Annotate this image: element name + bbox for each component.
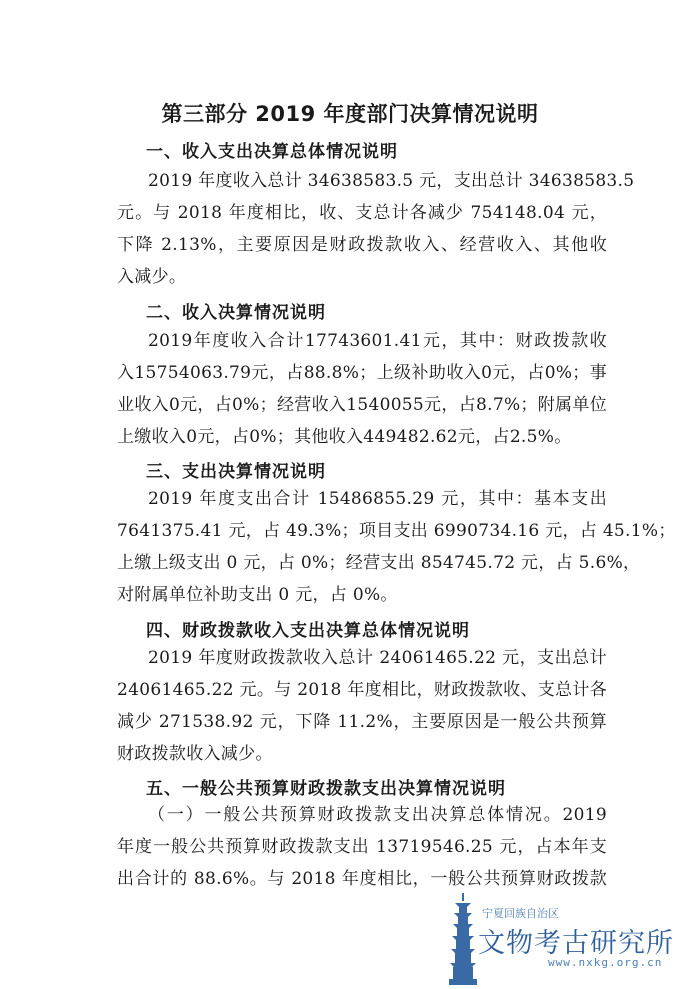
section-1-line-4: 入减少。 bbox=[117, 267, 187, 287]
section-1-heading: 一、收入支出决算总体情况说明 bbox=[146, 142, 398, 162]
section-4-line-1: 2019 年度财政拨款收入总计 24061465.22 元，支出总计 bbox=[148, 648, 607, 668]
section-4-line-3: 减少 271538.92 元，下降 11.2%，主要原因是一般公共预算 bbox=[117, 712, 607, 732]
section-3-heading: 三、支出决算情况说明 bbox=[146, 462, 326, 482]
watermark-institute-name: 文物考古研究所 bbox=[478, 928, 674, 959]
section-2-line-2: 入15754063.79元，占88.8%；上级补助收入0元，占0%；事 bbox=[117, 363, 607, 383]
section-2-line-4: 上缴收入0元，占0%；其他收入449482.62元，占2.5%。 bbox=[117, 427, 572, 447]
section-1-line-3: 下降 2.13%，主要原因是财政拨款收入、经营收入、其他收 bbox=[117, 235, 607, 255]
section-5-line-2: 年度一般公共预算财政拨款支出 13719546.25 元，占本年支 bbox=[117, 837, 607, 857]
section-3-line-1: 2019 年度支出合计 15486855.29 元，其中：基本支出 bbox=[148, 489, 607, 509]
page-title: 第三部分 2019 年度部门决算情况说明 bbox=[161, 102, 539, 126]
section-3-line-4: 对附属单位补助支出 0 元，占 0%。 bbox=[117, 585, 398, 605]
section-4-heading: 四、财政拨款收入支出决算总体情况说明 bbox=[146, 621, 470, 641]
section-1-line-2: 元。与 2018 年度相比，收、支总计各减少 754148.04 元， bbox=[117, 203, 607, 223]
pagoda-logo-icon bbox=[449, 893, 477, 985]
section-4-line-4: 财政拨款收入减少。 bbox=[117, 744, 273, 764]
watermark-url: www.nxkg.org.cn bbox=[548, 956, 663, 969]
section-5-heading: 五、一般公共预算财政拨款支出决算情况说明 bbox=[146, 779, 506, 799]
section-5-line-3: 出合计的 88.6%。与 2018 年度相比，一般公共预算财政拨款 bbox=[117, 869, 607, 889]
watermark-region: 宁夏回族自治区 bbox=[482, 907, 559, 920]
section-2-line-3: 业收入0元，占0%；经营收入1540055元，占8.7%；附属单位 bbox=[117, 395, 607, 415]
section-1-line-1: 2019 年度收入总计 34638583.5 元，支出总计 34638583.5 bbox=[148, 171, 635, 191]
section-2-line-1: 2019年度收入合计17743601.41元，其中：财政拨款收 bbox=[148, 331, 607, 351]
section-3-line-2: 7641375.41 元，占 49.3%；项目支出 6990734.16 元，占 45.1%； bbox=[117, 521, 676, 541]
section-2-heading: 二、收入决算情况说明 bbox=[146, 303, 326, 323]
section-3-line-3: 上缴上级支出 0 元，占 0%；经营支出 854745.72 元，占 5.6%， bbox=[117, 553, 641, 573]
section-5-line-1: （一）一般公共预算财政拨款支出决算总体情况。2019 bbox=[148, 805, 607, 825]
section-4-line-2: 24061465.22 元。与 2018 年度相比，财政拨款收、支总计各 bbox=[117, 680, 607, 700]
